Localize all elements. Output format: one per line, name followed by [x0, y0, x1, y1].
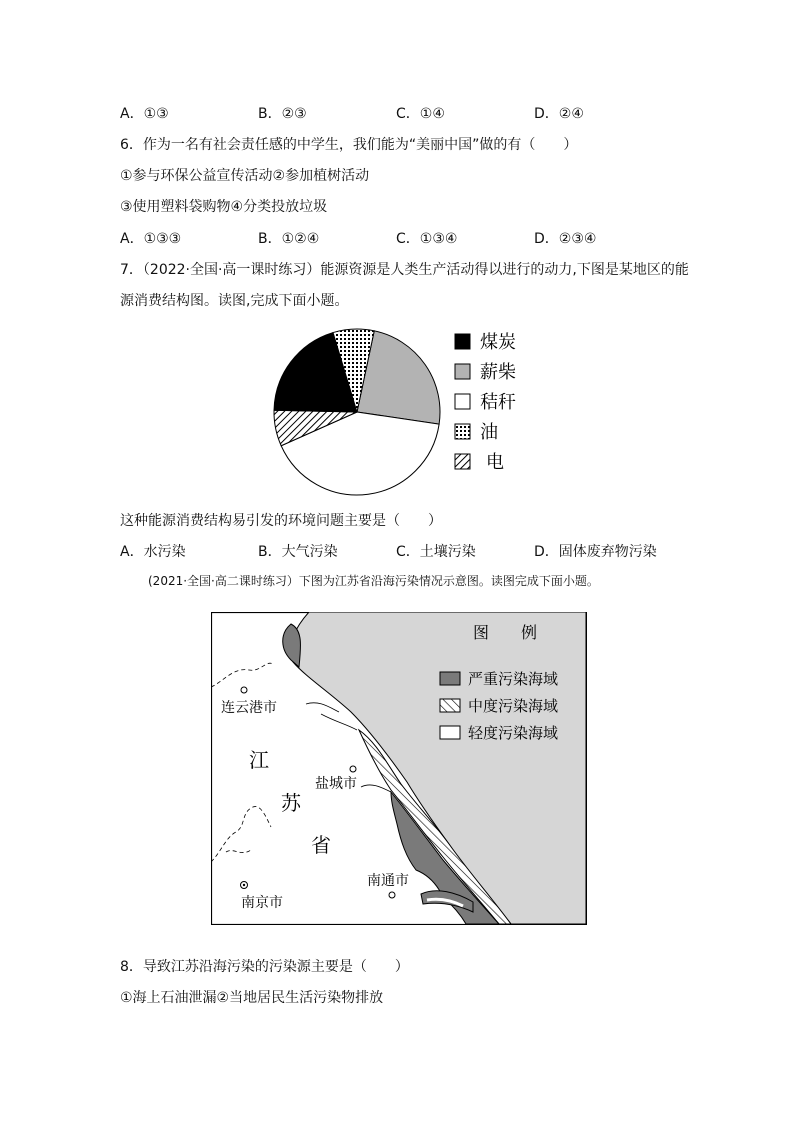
q8-line1: ①海上石油泄漏②当地居民生活污染物排放 — [120, 990, 384, 1006]
q7-stem-line2: 源消费结构图。读图,完成下面小题。 — [120, 293, 349, 309]
province-char-3: 省 — [311, 833, 331, 857]
q7-option-b: B．大气污染 — [258, 544, 338, 560]
q7-option-c: C．土壤污染 — [396, 544, 476, 560]
province-char-2: 苏 — [281, 791, 301, 815]
city-nantong: 南通市 — [367, 873, 409, 889]
q6-option-d: D．②③④ — [534, 231, 597, 247]
energy-pie-chart — [260, 322, 540, 502]
legend-swatch-2 — [455, 394, 470, 409]
jiangsu-pollution-map — [211, 612, 587, 925]
legend-swatch-1 — [455, 364, 470, 379]
q8-stem: 8．导致江苏沿海污染的污染源主要是（ ） — [120, 959, 409, 975]
q5-option-d: D．②④ — [534, 106, 584, 122]
legend-label-1: 薪柴 — [480, 362, 516, 383]
province-char-1: 江 — [249, 748, 269, 772]
city-yancheng: 盐城市 — [315, 776, 357, 792]
map-legend-severe: 严重污染海域 — [468, 670, 559, 688]
legend-swatch-4 — [455, 454, 470, 469]
legend-label-2: 秸秆 — [480, 392, 516, 413]
map-intro: (2021·全国·高二课时练习）下图为江苏省沿海污染情况示意图。读图完成下面小题。 — [148, 574, 599, 588]
q6-line2: ③使用塑料袋购物④分类投放垃圾 — [120, 199, 328, 215]
q6-option-b: B．①②④ — [258, 231, 320, 247]
legend-label-3: 油 — [480, 422, 498, 443]
legend-swatch-0 — [455, 334, 470, 349]
q5-option-b: B．②③ — [258, 106, 307, 122]
city-lianyungang: 连云港市 — [221, 700, 277, 716]
legend-label-0: 煤炭 — [480, 332, 516, 353]
q7-option-d: D．固体废弃物污染 — [534, 544, 657, 560]
q6-option-a: A．①③③ — [120, 231, 182, 247]
q6-stem: 6．作为一名有社会责任感的中学生，我们能为“美丽中国”做的有（ ） — [120, 137, 578, 153]
q5-option-c: C．①④ — [396, 106, 445, 122]
legend-label-4: 电 — [486, 452, 504, 473]
city-nanjing: 南京市 — [241, 895, 283, 911]
q7-option-a: A．水污染 — [120, 544, 186, 560]
q5-option-a: A．①③ — [120, 106, 169, 122]
q7-question: 这种能源消费结构易引发的环境问题主要是（ ） — [120, 513, 442, 529]
q6-line1: ①参与环保公益宣传活动②参加植树活动 — [120, 168, 370, 184]
legend-swatch-3 — [455, 424, 470, 439]
map-legend-title: 图 例 — [473, 623, 538, 642]
map-legend-moderate: 中度污染海域 — [468, 697, 559, 715]
map-legend-light: 轻度污染海域 — [468, 724, 559, 742]
q6-option-c: C．①③④ — [396, 231, 458, 247]
q7-stem-line1: 7．（2022·全国·高一课时练习）能源资源是人类生产活动得以进行的动力,下图是某地区的能 — [120, 262, 689, 278]
